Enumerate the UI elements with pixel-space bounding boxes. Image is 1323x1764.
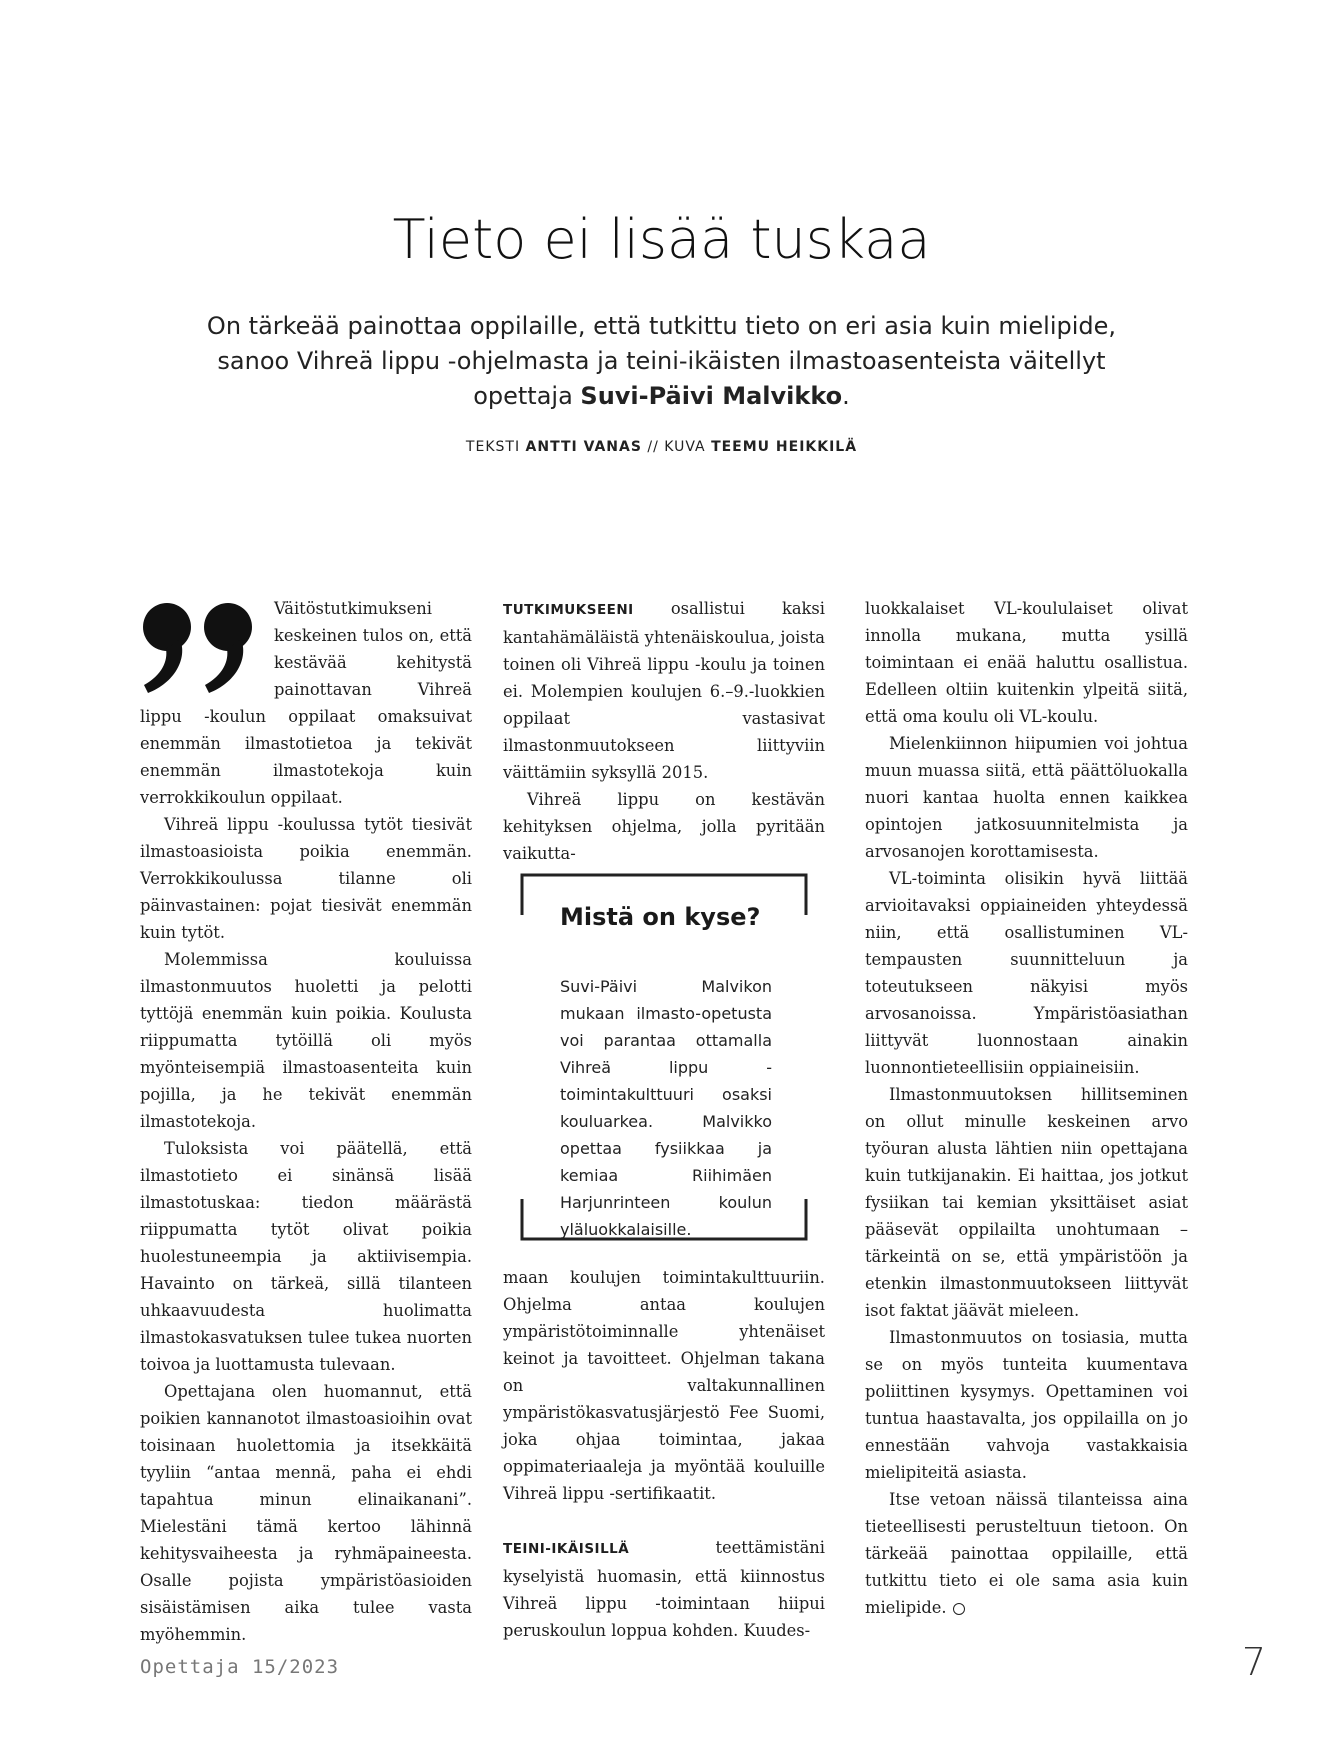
col2-paragraph-3: maan koulujen toimintakulttuuriin. Ohjelma antaa koulujen ympäristötoiminnalle yhtenäiset keinot ja tavoitteet. Ohjelman takana on valtakunnallinen ympäristökasvatusjärjestö Fee Suomi, joka ohjaa toimintaa, jakaa oppimateriaaleja ja myöntää kouluille Vihreä lippu -sertifikaatit. [503, 1268, 825, 1503]
col3-paragraph-2: Mielenkiinnon hiipumien voi johtua muun muassa siitä, että päättöluokalla nuori kantaa huolta ennen kaikkea opintojen jatkosuunnitelmista ja arvosanojen korottamisesta. [865, 734, 1188, 861]
col1-paragraph-4: Tuloksista voi päätellä, että ilmastotieto ei sinänsä lisää ilmastotuskaa: tiedon määrästä riippumatta tytöt olivat poikia huolestuneempia ja aktiivisempia. Havainto on tärkeä, sillä tilanteen uhkaavuudesta huolimatta ilmastokasvatuksen tulee tukea nuorten toivoa ja luottamusta tulevaan. [140, 1139, 472, 1374]
col2-paragraph-4-text: teettämistäni kyselyistä huomasin, että kiinnostus Vihreä lippu -toimintaan hiipui peruskoulun loppua kohden. Kuudes- [503, 1538, 825, 1640]
lead-name: Suvi-Päivi Malvikko [580, 382, 843, 410]
col2-paragraph-1-lead: TUTKIMUKSEENI [503, 602, 634, 618]
col1-paragraph-1: Väitöstutkimukseni keskeinen tulos on, että kestävää kehitystä painottavan Vihreä lippu -koulun oppilaat omaksuivat enemmän ilmastotietoa ja tekivät enemmän ilmastotekoja kuin verrokkikoulun oppilaat. [140, 599, 472, 807]
column-3 [865, 595, 1188, 1621]
publication-footer: Opettaja 15/2023 [140, 1656, 340, 1678]
col3-paragraph-4: Ilmastonmuutoksen hillitseminen on ollut minulle keskeinen arvo työuran alusta lähtien niin opettajana kuin tutkijanakin. Ei haittaa, jos jotkut fysiikan tai kemian yksittäiset asiat pääsevät oppilailta unohtumaan – tärkeintä on se, että ympäristöön ja etenkin ilmastonmuutokseen liittyvät isot faktat jäävät mieleen. [865, 1085, 1188, 1320]
col3-paragraph-3: VL-toiminta olisikin hyvä liittää arvioitavaksi oppiaineiden yhteydessä niin, että osallistuminen VL-tempausten suunnitteluun ja toteutukseen näkyisi myös arvosanoissa. Ympäristöasiathan liittyvät luonnostaan ainakin luonnontieteellisiin oppiaineisiin. [865, 869, 1188, 1077]
credits-separator: // [647, 439, 659, 455]
end-circle-icon [953, 1603, 965, 1615]
credits-text-author: ANTTI VANAS [525, 439, 642, 455]
article-lead [180, 309, 1143, 414]
lead-text: On tärkeää painottaa oppilaille, että tutkittu tieto on eri asia kuin mielipide, sanoo Vihreä lippu -ohjelmasta ja teini-ikäisten ilmastoasenteista väitellyt opettaja [206, 312, 1117, 410]
col2-paragraph-2: Vihreä lippu on kestävän kehityksen ohjelma, jolla pyritään vaikutta- [503, 790, 825, 863]
col3-paragraph-6 [865, 1486, 1188, 1621]
col2-paragraph-1 [503, 595, 825, 786]
article-credits [0, 439, 1323, 455]
col1-paragraph-5: Opettajana olen huomannut, että poikien kannanotot ilmastoasioihin ovat toisinaan huolettomia ja itsekkäitä tyyliin “antaa mennä, paha ei ehdi tapahtua minun elinaikanani”. Mielestäni tämä kertoo lähinnä kehitysvaiheesta ja ryhmäpaineesta. Osalle pojista ympäristöasioiden sisäistämisen aika tulee vasta myöhemmin. [140, 1382, 472, 1644]
credits-photo-author: TEEMU HEIKKILÄ [711, 439, 858, 455]
article-title: Tieto ei lisää tuskaa [392, 208, 931, 271]
sidebox [520, 873, 808, 1243]
closing-quote-icon [140, 597, 262, 697]
lead-end: . [842, 382, 850, 410]
credits-text-label: TEKSTI [465, 439, 521, 455]
column-2-bottom [503, 1264, 825, 1644]
col2-paragraph-4 [503, 1534, 825, 1644]
col3-paragraph-6-text: Itse vetoan näissä tilanteissa aina tieteellisesti perusteltuun tietoon. On tärkeää painottaa oppilaille, että tutkittu tieto ei ole sama asia kuin mielipide. [865, 1490, 1188, 1617]
col3-paragraph-1: luokkalaiset VL-koululaiset olivat innolla mukana, mutta ysillä toimintaan ei enää haluttu osallistua. Edelleen oltiin kuitenkin ylpeitä siitä, että oma koulu oli VL-koulu. [865, 599, 1188, 726]
credits-photo-label: KUVA [664, 439, 706, 455]
col3-paragraph-5: Ilmastonmuutos on tosiasia, mutta se on myös tunteita kuumentava poliittinen kysymys. Opettaminen voi tuntua haastavalta, jos oppilailla on jo ennestään vahvoja vastakkaisia mielipiteitä asiasta. [865, 1328, 1188, 1482]
sidebox-text: Suvi-Päivi Malvikon mukaan ilmasto-opetusta voi parantaa ottamalla Vihreä lippu -toimintakulttuuri osaksi kouluarkea. Malvikko opettaa fysiikkaa ja kemiaa Riihimäen Harjunrinteen koulun yläluokkalaisille. [560, 977, 772, 1239]
column-1 [140, 595, 472, 1648]
col1-paragraph-2: Vihreä lippu -koulussa tytöt tiesivät ilmastoasioista poikia enemmän. Verrokkikoulussa tilanne oli päinvastainen: pojat tiesivät enemmän kuin tytöt. [140, 815, 472, 942]
column-2 [503, 595, 825, 867]
col2-paragraph-1-text: osallistui kaksi kantahämäläistä yhtenäiskoulua, joista toinen oli Vihreä lippu -koulu ja toinen ei. Molempien koulujen 6.–9.-luokkien oppilaat vastasivat ilmastonmuutokseen liittyviin väittämiin syksyllä 2015. [503, 599, 825, 782]
col2-paragraph-4-lead: TEINI-IKÄISILLÄ [503, 1541, 630, 1557]
col1-paragraph-3: Molemmissa kouluissa ilmastonmuutos huoletti ja pelotti tyttöjä enemmän kuin poikia. Koulusta riippumatta tytöillä oli myös myönteisempiä ilmastoasenteita kuin pojilla, ja he tekivät enemmän ilmastotekoja. [140, 950, 472, 1131]
page-number: 7 [1241, 1640, 1266, 1684]
sidebox-title: Mistä on kyse? [560, 903, 761, 931]
